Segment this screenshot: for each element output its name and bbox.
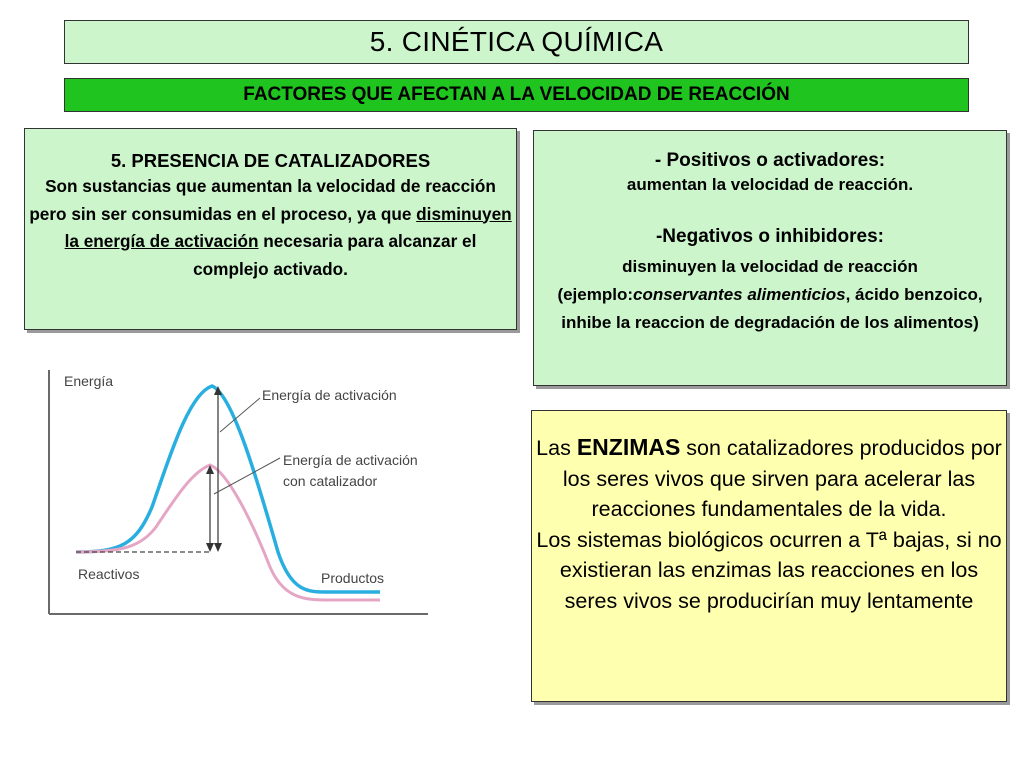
slide-title-text: 5. CINÉTICA QUÍMICA <box>369 26 664 57</box>
enzymes-box <box>531 410 1007 702</box>
catalysts-heading: 5. PRESENCIA DE CATALIZADORES <box>110 150 431 171</box>
negative-text-1: disminuyen la velocidad de reacción (ejemplo: <box>557 257 918 304</box>
enzymes-paragraph-2: Los sistemas biológicos ocurren a Tª bajas, si no existieran las enzimas las reacciones en los seres vivos se producirían muy lentamente <box>536 527 1002 613</box>
activation-energy-label: Energía de activación <box>262 387 397 403</box>
positive-catalysts-text: aumentan la velocidad de reacción. <box>626 175 914 194</box>
negative-catalysts-text <box>534 253 1006 337</box>
slide-subtitle <box>64 78 969 112</box>
catalysts-text-before: Son sustancias que aumentan la velocidad de reacción pero sin ser consumidas en el proceso, ya que <box>29 176 496 224</box>
catalysts-text-after: necesaria para alcanzar el complejo activado. <box>193 231 477 279</box>
energy-profile-diagram <box>40 362 440 622</box>
negative-catalysts-heading: -Negativos o inhibidores: <box>655 226 885 247</box>
enzymes-text-before: Las <box>536 436 577 460</box>
enzymes-highlight: ENZIMAS <box>576 434 681 460</box>
products-label: Productos <box>321 570 385 586</box>
uncatalyzed-curve <box>76 386 380 592</box>
y-axis-label: Energía <box>64 373 114 389</box>
catalyzed-arrow-head-bottom <box>206 543 214 552</box>
positive-catalysts-heading: - Positivos o activadores: <box>654 150 886 171</box>
catalysts-description <box>25 173 516 283</box>
activation-arrow-head-bottom <box>214 543 222 552</box>
slide-subtitle-text: FACTORES QUE AFECTAN A LA VELOCIDAD DE REACCIÓN <box>243 84 790 105</box>
catalysts-definition-box <box>24 128 517 330</box>
enzymes-paragraph-1 <box>532 432 1006 525</box>
catalyzed-activation-label-1: Energía de activación <box>283 452 418 468</box>
slide-title <box>64 20 969 64</box>
catalyst-types-box <box>533 130 1007 386</box>
negative-text-2: , ácido benzoico, inhibe la reaccion de degradación de los alimentos) <box>561 285 983 332</box>
catalyzed-activation-label-2: con catalizador <box>283 473 378 489</box>
enzymes-text-after: son catalizadores producidos por los seres vivos que sirven para acelerar las reacciones fundamentales de la vida. <box>562 436 1002 521</box>
reactants-label: Reactivos <box>78 566 140 582</box>
negative-example-italic: conservantes alimenticios <box>633 285 846 304</box>
catalysts-underlined-text: disminuyen la energía de activación <box>64 203 512 251</box>
